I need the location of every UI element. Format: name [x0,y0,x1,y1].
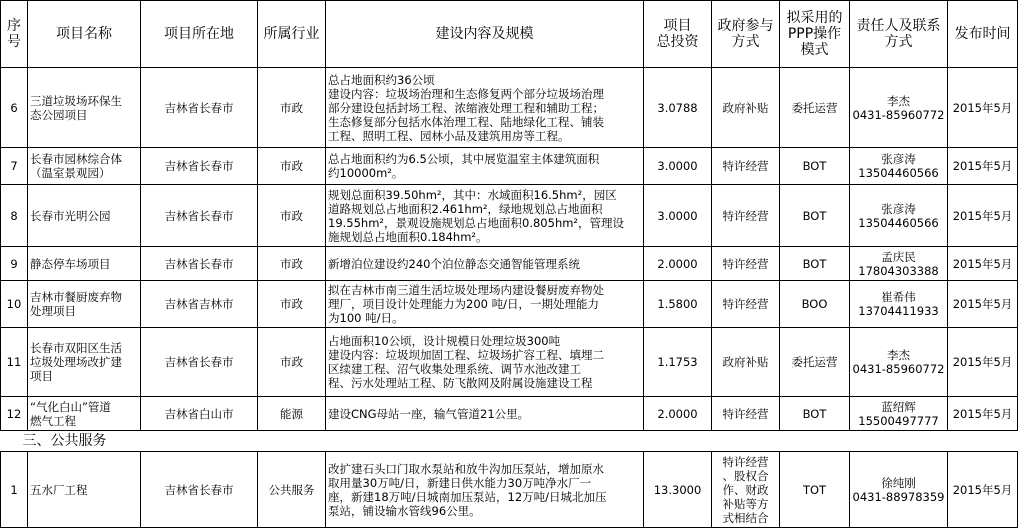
gov-participation: 政府补贴 [712,68,780,148]
project-industry: 公共服务 [258,452,326,528]
section-row [1,431,1018,452]
project-name: “气化白山”管道 燃气工程 [28,397,141,431]
project-investment: 3.0788 [644,68,712,148]
table-row [1,247,1018,281]
gov-participation: 特许经营 [712,397,780,431]
project-industry: 市政 [258,328,326,397]
project-location: 吉林省长春市 [141,328,258,397]
project-no: 7 [1,148,28,185]
project-investment: 13.3000 [644,452,712,528]
contact: 徐纯刚 0431-88978359 [850,452,948,528]
table-row [1,452,1018,528]
project-content: 总占地面积约为6.5公顷，其中展览温室主体建筑面积 约10000m²。 [326,148,644,185]
project-location: 吉林省吉林市 [141,281,258,328]
contact: 张彦涛 13504460566 [850,148,948,185]
ppp-mode: BOT [780,247,850,281]
table-row [1,397,1018,431]
table-row [1,68,1018,148]
ppp-mode: BOT [780,148,850,185]
ppp-mode: BOT [780,185,850,247]
table-row [1,281,1018,328]
gov-participation: 特许经营 [712,247,780,281]
ppp-mode: BOO [780,281,850,328]
project-location: 吉林省长春市 [141,148,258,185]
project-no: 8 [1,185,28,247]
project-investment: 2.0000 [644,397,712,431]
publish-date: 2015年5月 [948,452,1018,528]
header-row [1,1,1018,68]
contact: 崔希伟 13704411933 [850,281,948,328]
header-investment: 项目 总投资 [644,1,712,68]
project-industry: 市政 [258,148,326,185]
project-industry: 能源 [258,397,326,431]
project-location: 吉林省白山市 [141,397,258,431]
project-content: 总占地面积约36公顷 建设内容：垃圾场治理和生态修复两个部分垃圾场治理 部分建设包括封场工程、浓缩液处理工程和辅助工程； 生态修复部分包括水体治理工程、陆地绿化工程、铺装 工程、照明工程、园林小品及建筑用房等工程。 [326,68,644,148]
contact: 蓝绍辉 15500497777 [850,397,948,431]
contact: 张彦涛 13504460566 [850,185,948,247]
project-no: 12 [1,397,28,431]
project-no: 11 [1,328,28,397]
project-industry: 市政 [258,281,326,328]
project-location: 吉林省长春市 [141,68,258,148]
project-investment: 1.5800 [644,281,712,328]
header-no: 序 号 [1,1,28,68]
project-investment: 3.0000 [644,185,712,247]
contact: 孟庆民 17804303388 [850,247,948,281]
header-date: 发布时间 [948,1,1018,68]
header-name: 项目名称 [28,1,141,68]
project-industry: 市政 [258,68,326,148]
publish-date: 2015年5月 [948,185,1018,247]
project-content: 建设CNG母站一座，输气管道21公里。 [326,397,644,431]
project-name: 静态停车场项目 [28,247,141,281]
publish-date: 2015年5月 [948,148,1018,185]
contact: 李杰 0431-85960772 [850,68,948,148]
ppp-mode: TOT [780,452,850,528]
project-name: 长春市双阳区生活 垃圾处理场改扩建 项目 [28,328,141,397]
project-industry: 市政 [258,247,326,281]
project-industry: 市政 [258,185,326,247]
project-investment: 2.0000 [644,247,712,281]
ppp-mode: 委托运营 [780,68,850,148]
section-title: 三、公共服务 [1,431,1018,452]
gov-participation: 特许经营 [712,281,780,328]
project-content: 拟在吉林市南三道生活垃圾处理场内建设餐厨废弃物处 理厂，项目设计处理能力为200 吨/日，一期处理能力 为100 吨/日。 [326,281,644,328]
project-content: 改扩建石头口门取水泵站和放牛沟加压泵站，增加原水 取用量30万吨/日，新建日供水能力30万吨净水厂一 座，新建18万吨/日城南加压泵站，12万吨/日城北加压 泵站，铺设输水管线96公里。 [326,452,644,528]
project-no: 10 [1,281,28,328]
project-location: 吉林省长春市 [141,185,258,247]
header-location: 项目所在地 [141,1,258,68]
header-industry: 所属行业 [258,1,326,68]
ppp-mode: BOT [780,397,850,431]
ppp-mode: 委托运营 [780,328,850,397]
publish-date: 2015年5月 [948,247,1018,281]
project-investment: 1.1753 [644,328,712,397]
table-row [1,185,1018,247]
project-content: 占地面积10公顷，设计规模日处理垃圾300吨 建设内容：垃圾坝加固工程、垃圾场扩容工程、填埋二 区续建工程、沼气收集处理系统、调节水池改建工 程、污水处理站工程、防飞散网及附属设施建设工程 [326,328,644,397]
header-gov-participation: 政府参与 方式 [712,1,780,68]
project-content: 新增泊位建设约240个泊位静态交通智能管理系统 [326,247,644,281]
project-no: 9 [1,247,28,281]
project-location: 吉林省长春市 [141,452,258,528]
contact: 李杰 0431-85960772 [850,328,948,397]
project-no: 6 [1,68,28,148]
project-name: 长春市园林综合体 （温室景观园） [28,148,141,185]
project-name: 三道垃圾场环保生 态公园项目 [28,68,141,148]
project-name: 五水厂工程 [28,452,141,528]
project-location: 吉林省长春市 [141,247,258,281]
publish-date: 2015年5月 [948,328,1018,397]
header-ppp-mode: 拟采用的 PPP操作 模式 [780,1,850,68]
gov-participation: 特许经营 、股权合 作、财政 补贴等方 式相结合 [712,452,780,528]
publish-date: 2015年5月 [948,281,1018,328]
table-row [1,148,1018,185]
project-name: 吉林市餐厨废弃物 处理项目 [28,281,141,328]
table-row [1,328,1018,397]
project-content: 规划总面积39.50hm²，其中：水域面积16.5hm²，园区 道路规划总占地面积2.461hm²，绿地规划总占地面积 19.55hm²，景观设施规划总占地面积0.805hm²，管理设 施规划总占地面积0.184hm²。 [326,185,644,247]
publish-date: 2015年5月 [948,397,1018,431]
publish-date: 2015年5月 [948,68,1018,148]
gov-participation: 特许经营 [712,185,780,247]
project-no: 1 [1,452,28,528]
header-content: 建设内容及规模 [326,1,644,68]
project-name: 长春市光明公园 [28,185,141,247]
gov-participation: 特许经营 [712,148,780,185]
project-investment: 3.0000 [644,148,712,185]
gov-participation: 政府补贴 [712,328,780,397]
header-contact: 责任人及联系 方式 [850,1,948,68]
